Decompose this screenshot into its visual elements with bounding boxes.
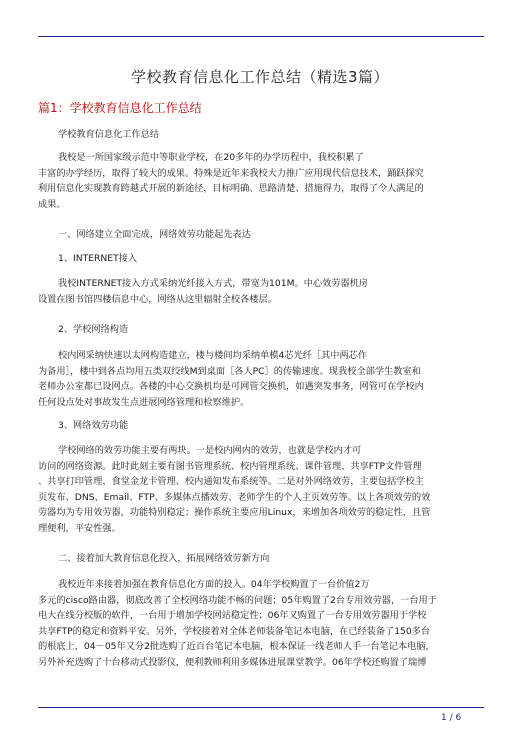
text-line: 设置在图书馆四楼信息中心，网络从这里辐射全校各楼层。 xyxy=(38,293,277,305)
heading-network-service xyxy=(38,418,484,434)
text-line: 老师办公室都已设网点。各楼的中心交换机均是可网管交换机，如遇突发事务，网管可在学校内 xyxy=(38,381,424,393)
article-subtitle: 学校教育信息化工作总结 xyxy=(58,129,160,140)
text-line: 为备用］，楼中到各点均用五类双绞线M到桌面［各人PC］的传输速度。现我校全部学生教室和 xyxy=(38,365,421,377)
heading-investment xyxy=(38,551,484,567)
paragraph-investment xyxy=(38,577,484,671)
page-number: 1 / 6 xyxy=(441,713,462,723)
header-rule xyxy=(38,36,484,37)
text-line: 利用信息化实现教育跨越式开展的新途径，目标明确、思路清楚、措施得力，取得了令人满足的 xyxy=(38,183,424,195)
text-line: 另外补充选购了十台移动式投影仪，便利教师利用多媒体进展课堂教学。06年学校还购置了瑞博 xyxy=(38,656,427,668)
footer-rule xyxy=(38,707,484,708)
text-line: 多元的cisco路由器，彻底改善了全校网络功能不畅的问题；05年购置了2台专用效劳器，一台用于 xyxy=(38,594,437,606)
text-line: 任何设点处对事故发生点进展网络管理和检察维护。 xyxy=(38,396,250,408)
text-line: 校内网采纳快速以太网构造建立，楼与楼间均采纳单模4芯光纤［其中两芯作 xyxy=(58,350,368,361)
text-line: 我校近年来接着加强在教育信息化方面的投入。04年学校购置了一台价值2万 xyxy=(58,579,370,590)
text-line: 我校是一所国家级示范中等职业学校，在20多年的办学历程中，我校积累了 xyxy=(58,152,364,163)
text-line: 理便利，平安性强。 xyxy=(38,522,121,534)
text-line: 共享FTP的稳定和资料平安。另外，学校接着对全体老师装备笔记本电脑，在已经装备了150多台 xyxy=(38,625,431,637)
text-line: 页发布、DNS、Email、FTP、多媒体点播效劳、老师学生的个人主页效劳等。以上各项效劳的效 xyxy=(38,491,431,503)
text-line: 的根底上，04－05年又分2批选购了近百台笔记本电脑，根本保证一线老师人手一台笔记本电脑， xyxy=(38,641,435,653)
heading-network-construction xyxy=(38,227,484,243)
text-line: 访问的网络资源。此时此刻主要有图书管理系统、校内管理系统、课件管理、共享FTP文件管理 xyxy=(38,460,422,472)
text-line: 一、网络建立全面完成，网络效劳功能起先表达 xyxy=(58,229,251,240)
paragraph-internet xyxy=(38,276,484,307)
text-line: 我校INTERNET接入方式采纳光纤接入方式，带宽为101M。中心效劳器机房 xyxy=(58,278,369,289)
paragraph-network-service xyxy=(38,443,484,537)
text-line: 1、INTERNET接入 xyxy=(58,253,138,264)
text-line: 、共享打印管理、食堂金龙卡管理、校内通知发布系统等。二是对外网络效劳，主要包括学校主 xyxy=(38,476,424,488)
section-heading: 篇1：学校教育信息化工作总结 xyxy=(38,101,202,115)
text-line: 2、学校网络构造 xyxy=(58,324,129,335)
heading-network-structure xyxy=(38,322,484,338)
text-line: 成果。 xyxy=(38,198,66,210)
heading-internet xyxy=(38,251,484,267)
paragraph-intro xyxy=(38,150,484,212)
text-line: 劳器均为专用效劳器，功能特别稳定；操作系统主要应用Linux，来增加各项效劳的稳定性，且管 xyxy=(38,507,431,519)
text-line: 学校网络的效劳功能主要有两块。一是校内网内的效劳，也就是学校内才可 xyxy=(58,445,362,456)
paragraph-network-structure xyxy=(38,348,484,410)
text-line: 电大在线分校版的软件，一台用于增加学校网站稳定性；06年又购置了一台专用效劳器用于学校 xyxy=(38,610,427,622)
text-line: 3、网络效劳功能 xyxy=(58,420,129,431)
text-line: 丰富的办学经历，取得了较大的成果。特殊是近年来我校大力推广应用现代信息技术，踊跃探究 xyxy=(38,167,424,179)
text-line: 二、接着加大教育信息化投入，拓展网络效劳新方向 xyxy=(58,553,270,564)
document-title: 学校教育信息化工作总结（精选3篇） xyxy=(130,68,390,86)
